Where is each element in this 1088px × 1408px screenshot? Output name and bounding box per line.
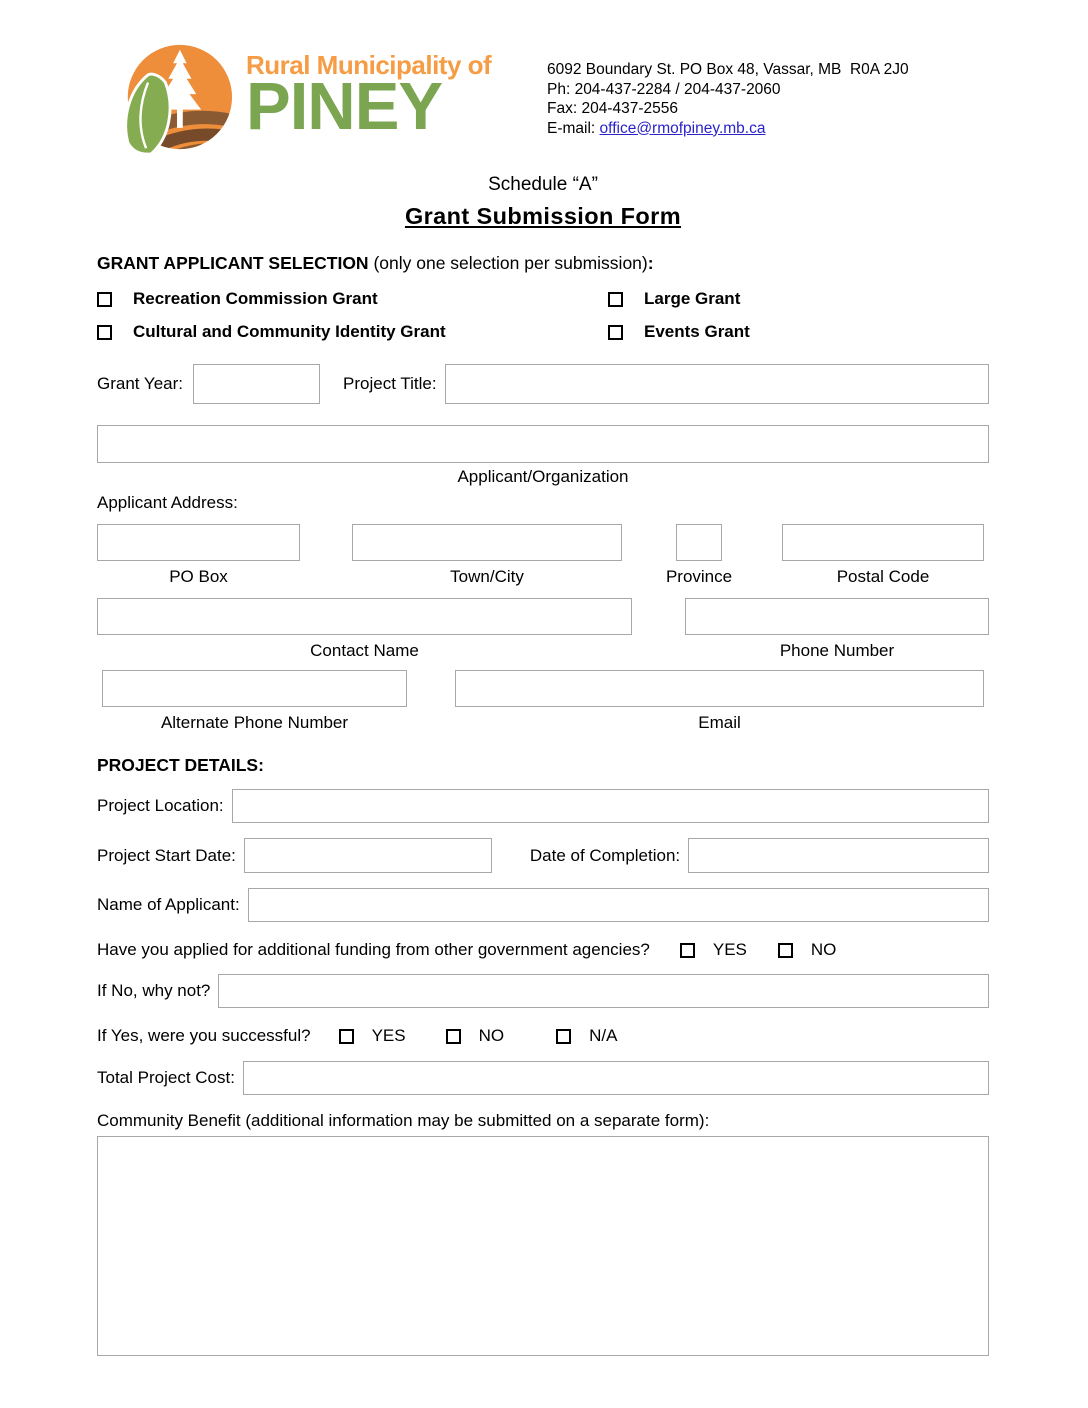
town-city-label: Town/City — [450, 567, 524, 586]
selection-heading-note: (only one selection per submission) — [368, 253, 648, 273]
name-of-applicant-label: Name of Applicant: — [97, 895, 240, 914]
project-location-row — [97, 789, 989, 823]
grant-year-input[interactable] — [193, 364, 320, 404]
phone-number-input[interactable] — [685, 598, 989, 635]
option-label: Recreation Commission Grant — [133, 289, 378, 308]
if-no-label: If No, why not? — [97, 981, 211, 1000]
contact-name-label: Contact Name — [310, 641, 419, 660]
phone-number-label: Phone Number — [779, 641, 895, 660]
funding-no-label: NO — [810, 940, 837, 959]
success-yes-checkbox[interactable] — [339, 1029, 354, 1044]
alternate-phone-field — [102, 670, 407, 733]
applicant-organization-label: Applicant/Organization — [457, 467, 629, 486]
street-address: 6092 Boundary St. PO Box 48, Vassar, MB R0A 2J0 — [547, 61, 909, 78]
date-of-completion-input[interactable] — [688, 838, 989, 873]
email-prefix: E-mail: — [547, 119, 600, 137]
dates-row — [97, 838, 989, 873]
option-label: Large Grant — [644, 289, 741, 308]
alternate-phone-input[interactable] — [102, 670, 407, 707]
postal-code-field — [782, 524, 984, 587]
success-no-checkbox[interactable] — [446, 1029, 461, 1044]
email-field — [455, 670, 984, 733]
page-title: Grant Submission Form — [404, 203, 682, 229]
total-project-cost-input[interactable] — [243, 1061, 989, 1095]
grant-year-row — [97, 364, 989, 404]
option-label: Events Grant — [644, 322, 750, 341]
option-recreation-commission-grant[interactable] — [97, 289, 608, 309]
grant-options — [97, 289, 989, 342]
option-large-grant[interactable] — [608, 289, 989, 309]
additional-funding-question: Have you applied for additional funding from other government agencies? — [97, 940, 650, 959]
town-city-input[interactable] — [352, 524, 622, 561]
option-cultural-community-identity-grant[interactable] — [97, 322, 608, 342]
alt-phone-email-row — [97, 670, 989, 733]
postal-code-label: Postal Code — [836, 567, 930, 586]
phone-number-field — [685, 598, 989, 661]
po-box-input[interactable] — [97, 524, 300, 561]
town-city-field — [352, 524, 622, 587]
success-question: If Yes, were you successful? — [97, 1026, 311, 1045]
success-yes-label: YES — [371, 1026, 406, 1045]
total-cost-row — [97, 1061, 989, 1095]
checkbox-large-grant[interactable] — [608, 292, 623, 307]
additional-funding-question-row — [97, 940, 989, 960]
project-start-date-label: Project Start Date: — [97, 845, 236, 865]
success-na-label: N/A — [589, 1026, 618, 1045]
project-location-input[interactable] — [232, 789, 989, 823]
po-box-field — [97, 524, 300, 587]
funding-yes-label: YES — [712, 940, 747, 959]
email-input[interactable] — [455, 670, 984, 707]
applicant-name-row — [97, 888, 989, 922]
name-of-applicant-input[interactable] — [248, 888, 989, 922]
selection-heading-colon: : — [647, 253, 654, 273]
contact-block — [547, 42, 909, 154]
grant-year-label: Grant Year: — [97, 374, 184, 393]
contact-name-field — [97, 598, 632, 661]
email-link[interactable]: office@rmofpiney.mb.ca — [599, 119, 766, 137]
project-details-heading: PROJECT DETAILS: — [97, 755, 264, 775]
wordmark-piney: PINEY — [246, 69, 443, 144]
if-no-input[interactable] — [218, 974, 989, 1008]
province-label: Province — [665, 567, 733, 586]
checkbox-events-grant[interactable] — [608, 325, 623, 340]
success-no-label: NO — [478, 1026, 505, 1045]
alternate-phone-label: Alternate Phone Number — [160, 713, 349, 732]
date-of-completion-label: Date of Completion: — [529, 845, 681, 865]
project-title-label: Project Title: — [343, 374, 437, 393]
total-project-cost-label: Total Project Cost: — [97, 1068, 235, 1087]
address-row — [97, 524, 989, 587]
wordmark-line1: Rural Municipality of — [246, 50, 492, 80]
piney-logo — [118, 42, 547, 154]
schedule-title: Schedule “A” — [488, 174, 598, 195]
header — [118, 0, 1088, 154]
phone-line: Ph: 204-437-2284 / 204-437-2060 — [547, 80, 781, 98]
funding-no-checkbox[interactable] — [778, 943, 793, 958]
community-benefit-textarea[interactable] — [97, 1136, 989, 1356]
option-label: Cultural and Community Identity Grant — [133, 322, 446, 341]
option-events-grant[interactable] — [608, 322, 989, 342]
fax-line: Fax: 204-437-2556 — [547, 100, 678, 117]
selection-heading-bold: GRANT APPLICANT SELECTION — [97, 253, 369, 273]
checkbox-cultural-community-identity-grant[interactable] — [97, 325, 112, 340]
email-line — [547, 119, 909, 139]
contact-row — [97, 598, 989, 661]
applicant-organization-input[interactable] — [97, 425, 989, 463]
contact-name-input[interactable] — [97, 598, 632, 635]
checkbox-recreation-commission-grant[interactable] — [97, 292, 112, 307]
if-no-row — [97, 974, 989, 1008]
success-question-row — [97, 1026, 989, 1046]
piney-logo-icon — [118, 42, 236, 154]
email-label: Email — [698, 713, 741, 732]
logo-wordmark — [246, 42, 491, 154]
community-benefit-label: Community Benefit (additional information may be submitted on a separate form): — [97, 1111, 710, 1130]
province-input[interactable] — [676, 524, 722, 561]
province-field — [665, 524, 733, 587]
project-start-date-input[interactable] — [244, 838, 492, 873]
applicant-address-label: Applicant Address: — [97, 493, 238, 512]
project-title-input[interactable] — [445, 364, 989, 404]
postal-code-input[interactable] — [782, 524, 984, 561]
funding-yes-checkbox[interactable] — [680, 943, 695, 958]
po-box-label: PO Box — [169, 567, 228, 586]
project-location-label: Project Location: — [97, 796, 224, 815]
success-na-checkbox[interactable] — [556, 1029, 571, 1044]
selection-heading — [97, 253, 989, 274]
